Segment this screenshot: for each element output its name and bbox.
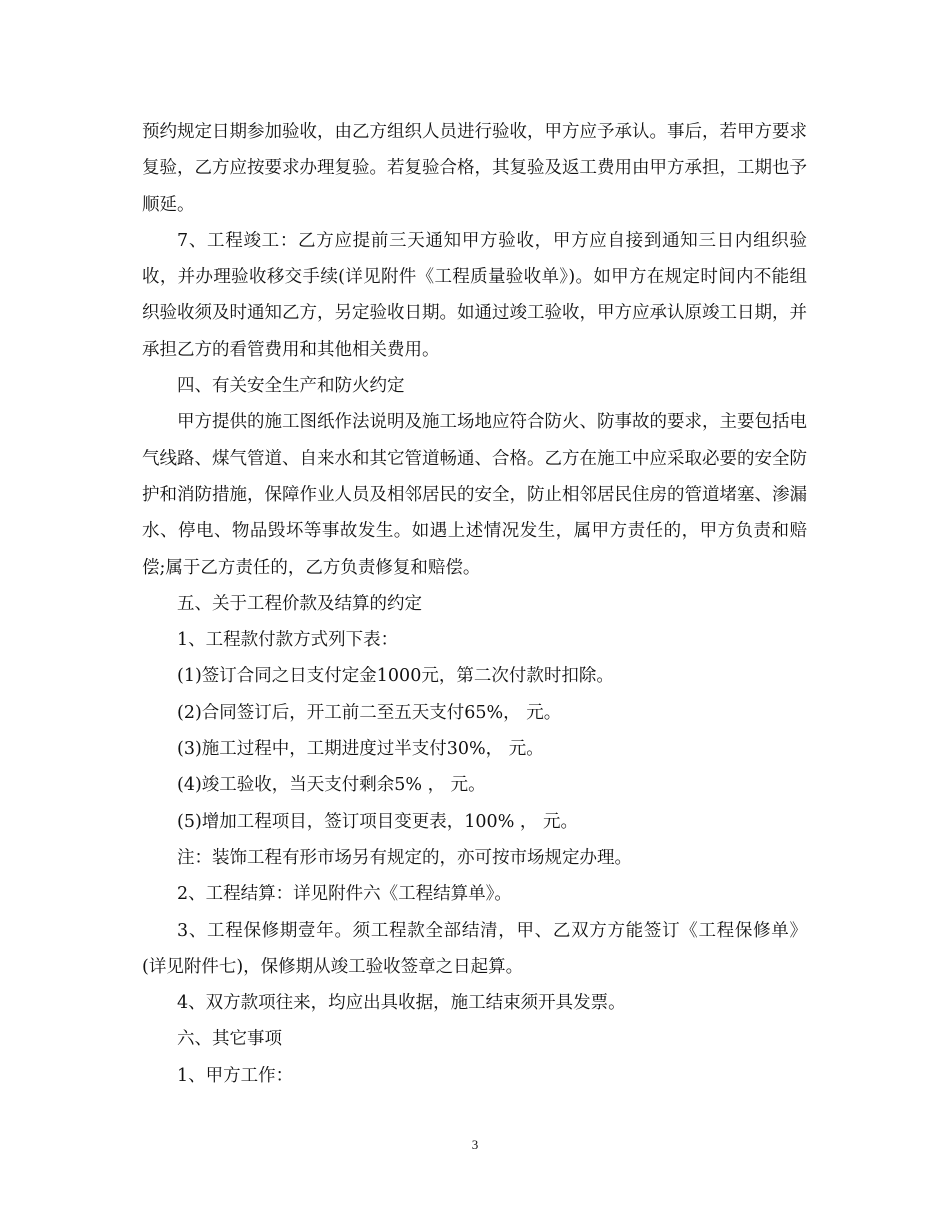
payment-item-2: (2)合同签订后，开工前二至五天支付65%， 元。 (177, 702, 562, 723)
page-number: 3 (471, 1137, 479, 1152)
paragraph-payment-methods: 1、工程款付款方式列下表： (177, 630, 399, 651)
payment-item-1: (1)签订合同之日支付定金1000元，第二次付款时扣除。 (177, 666, 614, 687)
paragraph-receipts: 4、双方款项往来，均应出具收据，施工结束须开具发票。 (177, 993, 626, 1014)
paragraph-warranty: 3、工程保修期壹年。须工程款全部结清，甲、乙双方方能签订《工程保修单》(详见附件七)，保修期从竣工验收签章之日起算。 (142, 920, 807, 977)
payment-item-3: (3)施工过程中，工期进度过半支付30%， 元。 (177, 739, 544, 760)
document-body (142, 114, 807, 1094)
payment-item-5: (5)增加工程项目，签订项目变更表，100% ， 元。 (177, 811, 578, 832)
payment-note: 注：装饰工程有形市场另有规定的，亦可按市场规定办理。 (177, 847, 632, 868)
paragraph-completion-clause: 7、工程竣工：乙方应提前三天通知甲方验收，甲方应自接到通知三日内组织验收，并办理验收移交手续(详见附件《工程质量验收单》)。如甲方在规定时间内不能组织验收须及时通知乙方，另定验收日期。如通过竣工验收，甲方应承认原竣工日期，并承担乙方的看管费用和其他相关费用。 (142, 230, 807, 360)
paragraph-settlement: 2、工程结算：详见附件六《工程结算单》。 (177, 884, 512, 905)
section-heading-safety: 四、有关安全生产和防火约定 (177, 376, 405, 397)
paragraph-party-a-work: 1、甲方工作： (177, 1065, 294, 1086)
section-heading-other: 六、其它事项 (177, 1029, 282, 1050)
paragraph-continuation: 预约规定日期参加验收，由乙方组织人员进行验收，甲方应予承认。事后，若甲方要求复验，乙方应按要求办理复验。若复验合格，其复验及返工费用由甲方承担，工期也予顺延。 (142, 122, 807, 215)
payment-item-4: (4)竣工验收，当天支付剩余5% ， 元。 (177, 775, 486, 796)
paragraph-safety: 甲方提供的施工图纸作法说明及施工场地应符合防火、防事故的要求，主要包括电气线路、煤气管道、自来水和其它管道畅通、合格。乙方在施工中应采取必要的安全防护和消防措施，保障作业人员及相邻居民的安全，防止相邻居民住房的管道堵塞、渗漏水、停电、物品毁坏等事故发生。如遇上述情况发生，属甲方责任的，甲方负责和赔偿;属于乙方责任的，乙方负责修复和赔偿。 (142, 412, 807, 578)
section-heading-payment: 五、关于工程价款及结算的约定 (177, 593, 422, 614)
